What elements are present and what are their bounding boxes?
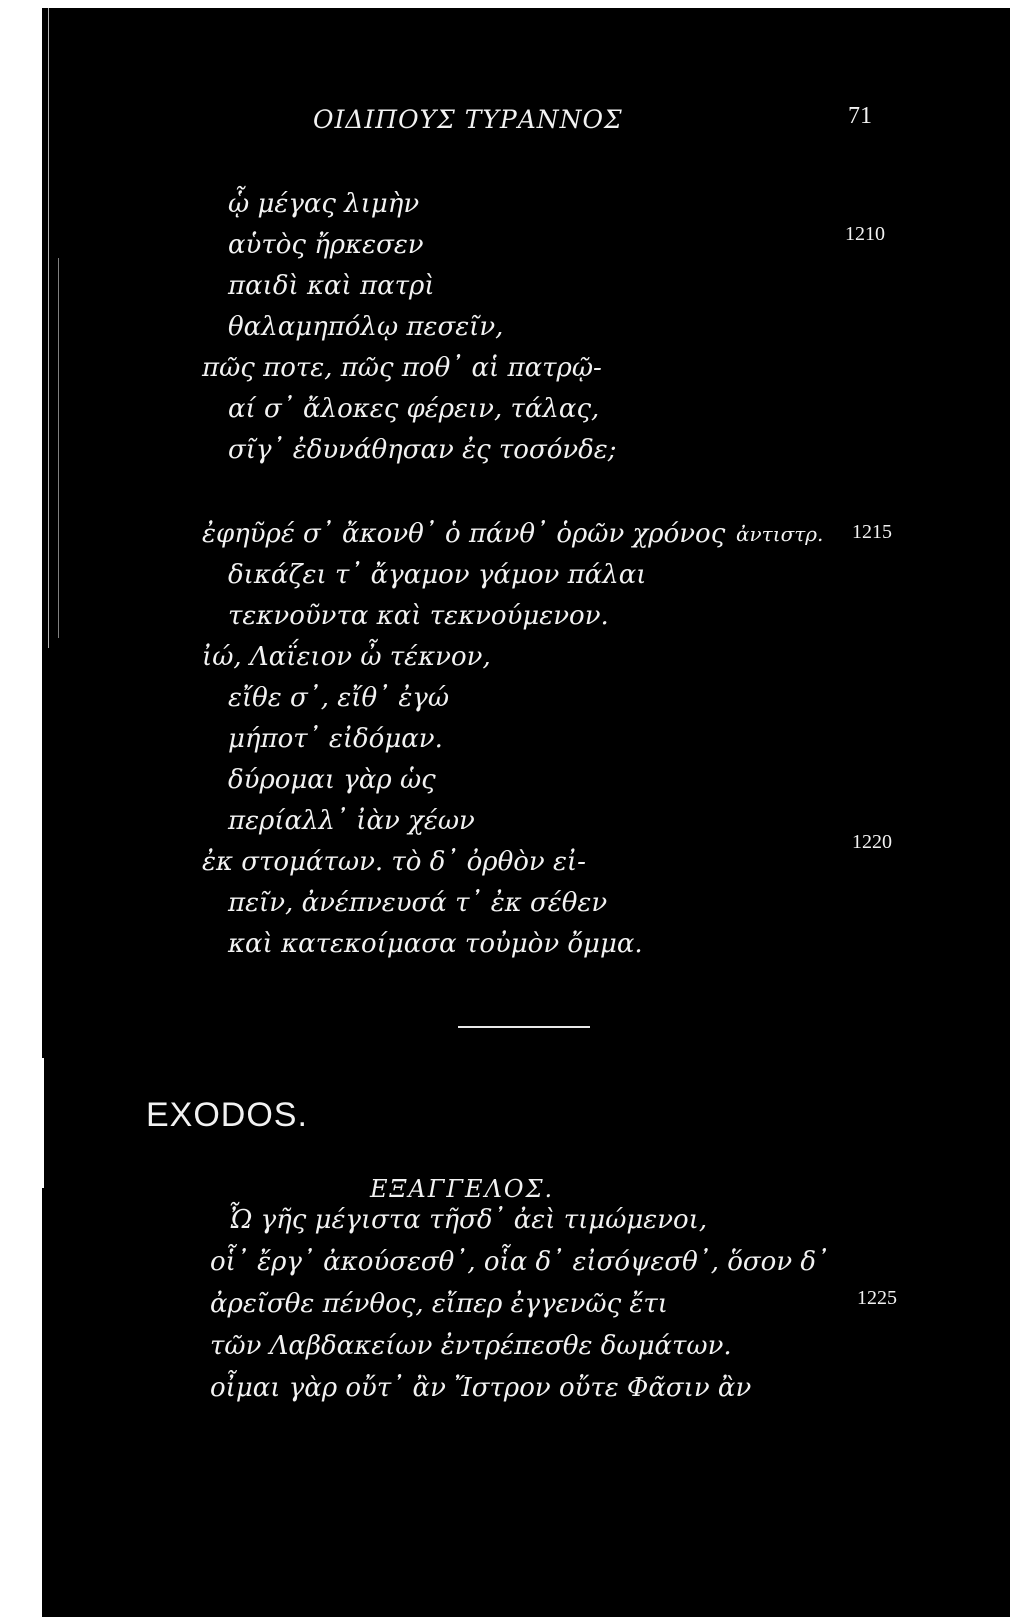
page-number: 71 [848,103,872,129]
verse-line: περίαλλ᾽ ἰὰν χέων [228,806,475,836]
line-number: 1220 [852,831,892,853]
section-divider [458,1026,590,1028]
verse-line: πεῖν, ἀνέπνευσά τ᾽ ἐκ σέθεν [228,888,608,918]
verse-line: ἀρεῖσθε πένθος, εἴπερ ἐγγενῶς ἔτι [210,1289,668,1319]
verse-line: εἴθε σ᾽, εἴθ᾽ ἐγώ [228,683,450,713]
verse-line: σῖγ᾽ ἐδυνάθησαν ἐς τοσόνδε; [228,435,617,465]
verse-line: καὶ κατεκοίμασα τοὐμὸν ὄμμα. [228,929,643,959]
running-title: ΟΙΔΙΠΟΥΣ ΤΥΡΑΝΝΟΣ [313,105,623,134]
verse-line: δύρομαι γὰρ ὡς [228,765,436,795]
line-number: 1225 [857,1287,897,1309]
verse-line: δικάζει τ᾽ ἄγαμον γάμον πάλαι [228,560,647,590]
scan-artifact-line [40,1058,44,1188]
verse-line: ᾧ μέγας λιμὴν [228,189,420,219]
verse-line: οἷ᾽ ἔργ᾽ ἀκούσεσθ᾽, οἷα δ᾽ εἰσόψεσθ᾽, ὅσον δ᾽ [210,1247,830,1277]
antistrophe-marker: ἀντιστρ. [736,522,824,546]
verse-line: Ὦ γῆς μέγιστα τῆσδ᾽ ἀεὶ τιμώμενοι, [228,1205,708,1235]
verse-line: αί σ᾽ ἄλοκες φέρειν, τάλας, [228,394,600,424]
scan-artifact-line [58,258,59,638]
verse-line: οἶμαι γὰρ οὔτ᾽ ἂν Ἴστρον οὔτε Φᾶσιν ἂν [210,1373,752,1403]
section-heading: EXODOS. [146,1096,308,1134]
verse-line: τεκνοῦντα καὶ τεκνούμενον. [228,601,609,631]
scan-artifact-line [40,8,42,1617]
verse-line: μήποτ᾽ εἰδόμαν. [228,724,443,754]
verse-line: τῶν Λαβδακείων ἐντρέπεσθε δωμάτων. [210,1331,732,1361]
verse-line: πῶς ποτε, πῶς ποθ᾽ αἱ πατρῷ- [202,353,602,383]
line-number: 1210 [845,223,885,245]
line-number: 1215 [852,521,892,543]
verse-line: ἐκ στομάτων. τὸ δ᾽ ὀρθὸν εἰ- [202,847,586,877]
scan-artifact-line [48,8,49,648]
speaker-name: ΕΞΑΓΓΕΛΟΣ. [370,1175,555,1203]
verse-line: ἐφηῦρέ σ᾽ ἄκονθ᾽ ὁ πάνθ᾽ ὁρῶν χρόνος [202,519,726,549]
scanned-page [40,8,1010,1617]
verse-line: ἰώ, Λαΐειον ὦ τέκνον, [202,642,491,672]
verse-line: θαλαμηπόλῳ πεσεῖν, [228,312,504,342]
verse-line: αὑτὸς ἤρκεσεν [228,230,424,260]
verse-line: παιδὶ καὶ πατρὶ [228,271,435,301]
